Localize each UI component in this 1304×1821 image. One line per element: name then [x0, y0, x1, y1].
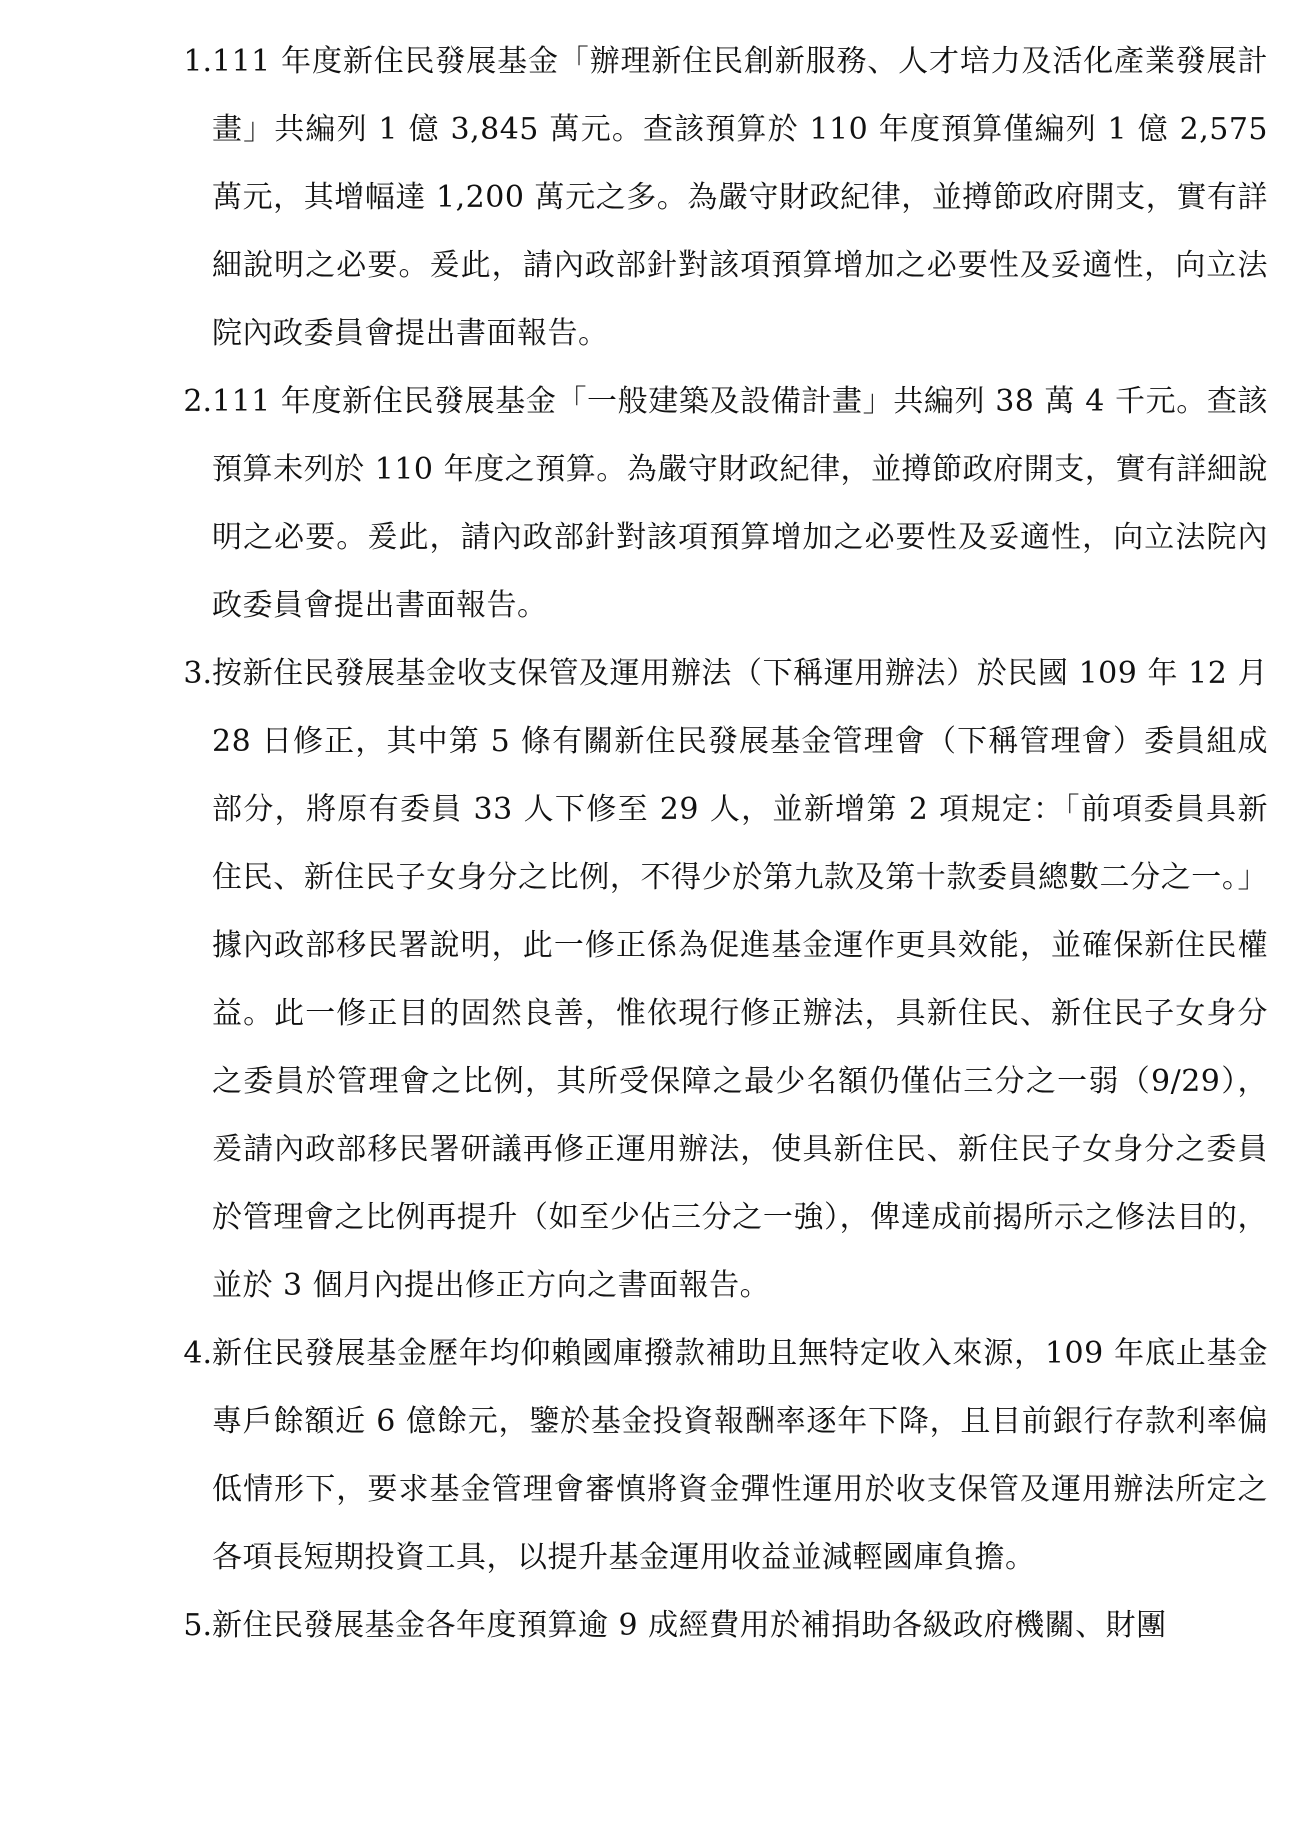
- item-number: 3.: [183, 656, 212, 691]
- item-number: 5.: [183, 1608, 212, 1643]
- item-text: 按新住民發展基金收支保管及運用辦法（下稱運用辦法）於民國 109 年 12 月 28 日修正，其中第 5 條有關新住民發展基金管理會（下稱管理會）委員組成部分，將原有委員 33 人下修至 29 人，並新增第 2 項規定：「前項委員具新住民、新住民子女身分之比例，不得少於第九款及第十款委員總數二分之一。」據內政部移民署說明，此一修正係為促進基金運作更具效能，並確保新住民權益。此一修正目的固然良善，惟依現行修正辦法，具新住民、新住民子女身分之委員於管理會之比例，其所受保障之最少名額仍僅佔三分之一弱（9/29），爰請內政部移民署研議再修正運用辦法，使具新住民、新住民子女身分之委員於管理會之比例再提升（如至少佔三分之一強），俾達成前揭所示之修法目的，並於 3 個月內提出修正方向之書面報告。: [212, 656, 1268, 1303]
- item-number: 2.: [183, 384, 212, 419]
- item-text: 111 年度新住民發展基金「一般建築及設備計畫」共編列 38 萬 4 千元。查該預算未列於 110 年度之預算。為嚴守財政紀律，並撙節政府開支，實有詳細說明之必要。爰此，請內政部針對該項預算增加之必要性及妥適性，向立法院內政委員會提出書面報告。: [212, 384, 1268, 623]
- item-text: 新住民發展基金歷年均仰賴國庫撥款補助且無特定收入來源，109 年底止基金專戶餘額近 6 億餘元，鑒於基金投資報酬率逐年下降，且目前銀行存款利率偏低情形下，要求基金管理會審慎將資金彈性運用於收支保管及運用辦法所定之各項長短期投資工具，以提升基金運用收益並減輕國庫負擔。: [212, 1336, 1268, 1575]
- resolution-list: [150, 28, 1268, 1660]
- list-item: [150, 28, 1268, 368]
- list-item: [150, 1592, 1268, 1660]
- list-item: [150, 640, 1268, 1320]
- list-item: [150, 368, 1268, 640]
- item-text: 111 年度新住民發展基金「辦理新住民創新服務、人才培力及活化產業發展計畫」共編列 1 億 3,845 萬元。查該預算於 110 年度預算僅編列 1 億 2,575 萬元，其增幅達 1,200 萬元之多。為嚴守財政紀律，並撙節政府開支，實有詳細說明之必要。爰此，請內政部針對該項預算增加之必要性及妥適性，向立法院內政委員會提出書面報告。: [212, 44, 1268, 351]
- item-text: 新住民發展基金各年度預算逾 9 成經費用於補捐助各級政府機關、財團: [212, 1608, 1167, 1643]
- list-item: [150, 1320, 1268, 1592]
- item-number: 1.: [183, 44, 212, 79]
- item-number: 4.: [183, 1336, 212, 1371]
